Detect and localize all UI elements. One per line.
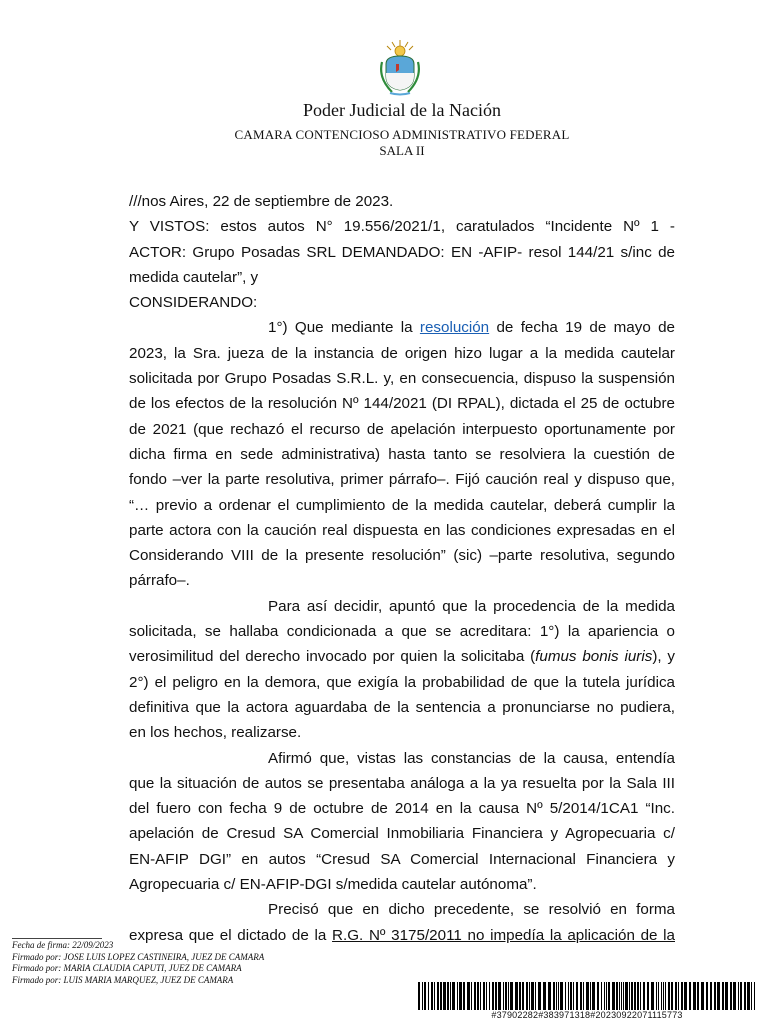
paragraph-line: en los hechos, realizarse. (129, 724, 302, 742)
paragraph-line: Para así decidir, apuntó que la procedencia de la medida (268, 597, 675, 615)
document-header-title: Poder Judicial de la Nación (303, 100, 501, 120)
paragraph-line: solicitada por Grupo Posadas S.R.L. y, en consecuencia, dispuso la suspensión (129, 370, 675, 388)
signature-line: Firmado por: LUIS MARIA MARQUEZ, JUEZ DE CAMARA (12, 974, 234, 985)
paragraph-line: apelación de Cresud SA Comercial Inmobiliaria Financiera y Agropecuaria c/ (129, 825, 675, 843)
signature-line: Firmado por: MARIA CLAUDIA CAPUTI, JUEZ DE CAMARA (12, 963, 242, 973)
paragraph-line: 2°) el peligro en la demora, que exigía la probabilidad de que la tutela jurídica (129, 673, 675, 691)
paragraph-line: de los efectos de la resolución Nº 144/2021 (DI RPAL), dictada el 25 de octubre (129, 395, 675, 413)
paragraph-line: parte actora con la caución real dispuesta en las condiciones expresadas en el (129, 521, 675, 539)
paragraph-line: solicitada, se hallaba condicionada a que se acreditara: 1°) la apariencia o (129, 623, 675, 641)
paragraph-line: EN-AFIP DGI” en autos “Cresud SA Comercial Internacional Financiera y (129, 850, 675, 868)
vistos-line: medida cautelar”, y (129, 268, 259, 286)
latin-phrase: fumus bonis iuris (535, 648, 653, 666)
paragraph-line: fondo –ver la parte resolutiva, primer párrafo–. Fijó caución real y dispuso que, (129, 471, 675, 489)
paragraph-line: “… previo a ordenar el cumplimiento de la medida cautelar, deberá cumplir la (129, 496, 675, 514)
paragraph-line: Considerando VIII de la presente resolución” (sic) –parte resolutiva, segundo (129, 547, 675, 565)
signature-date: Fecha de firma: 22/09/2023 (12, 940, 114, 950)
resolucion-link[interactable]: resolución (419, 319, 490, 337)
vistos-line: Y VISTOS: estos autos N° 19.556/2021/1, caratulados “Incidente Nº 1 - (129, 218, 675, 236)
considerando-heading: CONSIDERANDO: (129, 294, 258, 312)
paragraph-line: Precisó que en dicho precedente, se resolvió en forma (268, 901, 675, 919)
text-span: de fecha 19 de mayo de (489, 319, 675, 337)
underlined-text: R.G. Nº 3175/2011 no impedía la aplicación de la (332, 926, 675, 944)
text-span: ), y (652, 648, 675, 666)
document-body (129, 189, 675, 948)
paragraph-line: del fuero con fecha 9 de octubre de 2014 en la causa Nº 5/2014/1CA1 “Inc. (129, 800, 675, 818)
paragraph-line: de 2021 (que rechazó el recurso de apelación interpuesto oportunamente por (129, 420, 675, 438)
text-span: expresa que el dictado de la (129, 926, 333, 944)
coat-of-arms-icon (376, 40, 424, 96)
paragraph-line: Agropecuaria c/ EN-AFIP-DGI s/medida cautelar autónoma”. (129, 876, 537, 894)
paragraph-line: definitiva que la actora aguardaba de la sentencia a pronunciarse no pudiera, (129, 698, 675, 716)
text-span: verosimilitud del derecho invocado por quien la solicitaba ( (129, 648, 536, 666)
text-span: 1°) Que mediante la (268, 319, 420, 337)
paragraph-line: que la situación de autos se presentaba análoga a la ya resuelta por la Sala III (129, 774, 675, 792)
signature-divider (12, 938, 102, 939)
court-name: CAMARA CONTENCIOSO ADMINISTRATIVO FEDERAL (234, 127, 570, 142)
paragraph-line (129, 315, 675, 340)
barcode-number: #37902282#383971318#20230922071115773 (491, 1010, 683, 1020)
signature-line: Firmado por: JOSE LUIS LOPEZ CASTINEIRA, JUEZ DE CAMARA (12, 951, 265, 962)
paragraph-line: dicha firma en sede administrativa) hasta tanto se resolviera la cuestión de (129, 445, 675, 463)
paragraph-line: Afirmó que, vistas las constancias de la causa, entendía (268, 749, 675, 767)
barcode-icon (418, 982, 756, 1010)
paragraph-line (129, 644, 675, 669)
paragraph-line: párrafo–. (129, 572, 190, 590)
paragraph-line: 2023, la Sra. jueza de la instancia de origen hizo lugar a la medida cautelar (129, 344, 675, 362)
date-line: ///nos Aires, 22 de septiembre de 2023. (129, 193, 394, 210)
vistos-line: ACTOR: Grupo Posadas SRL DEMANDADO: EN -AFIP- resol 144/21 s/inc de (129, 243, 675, 261)
court-sala: SALA II (379, 143, 425, 158)
signature-block (12, 940, 264, 986)
